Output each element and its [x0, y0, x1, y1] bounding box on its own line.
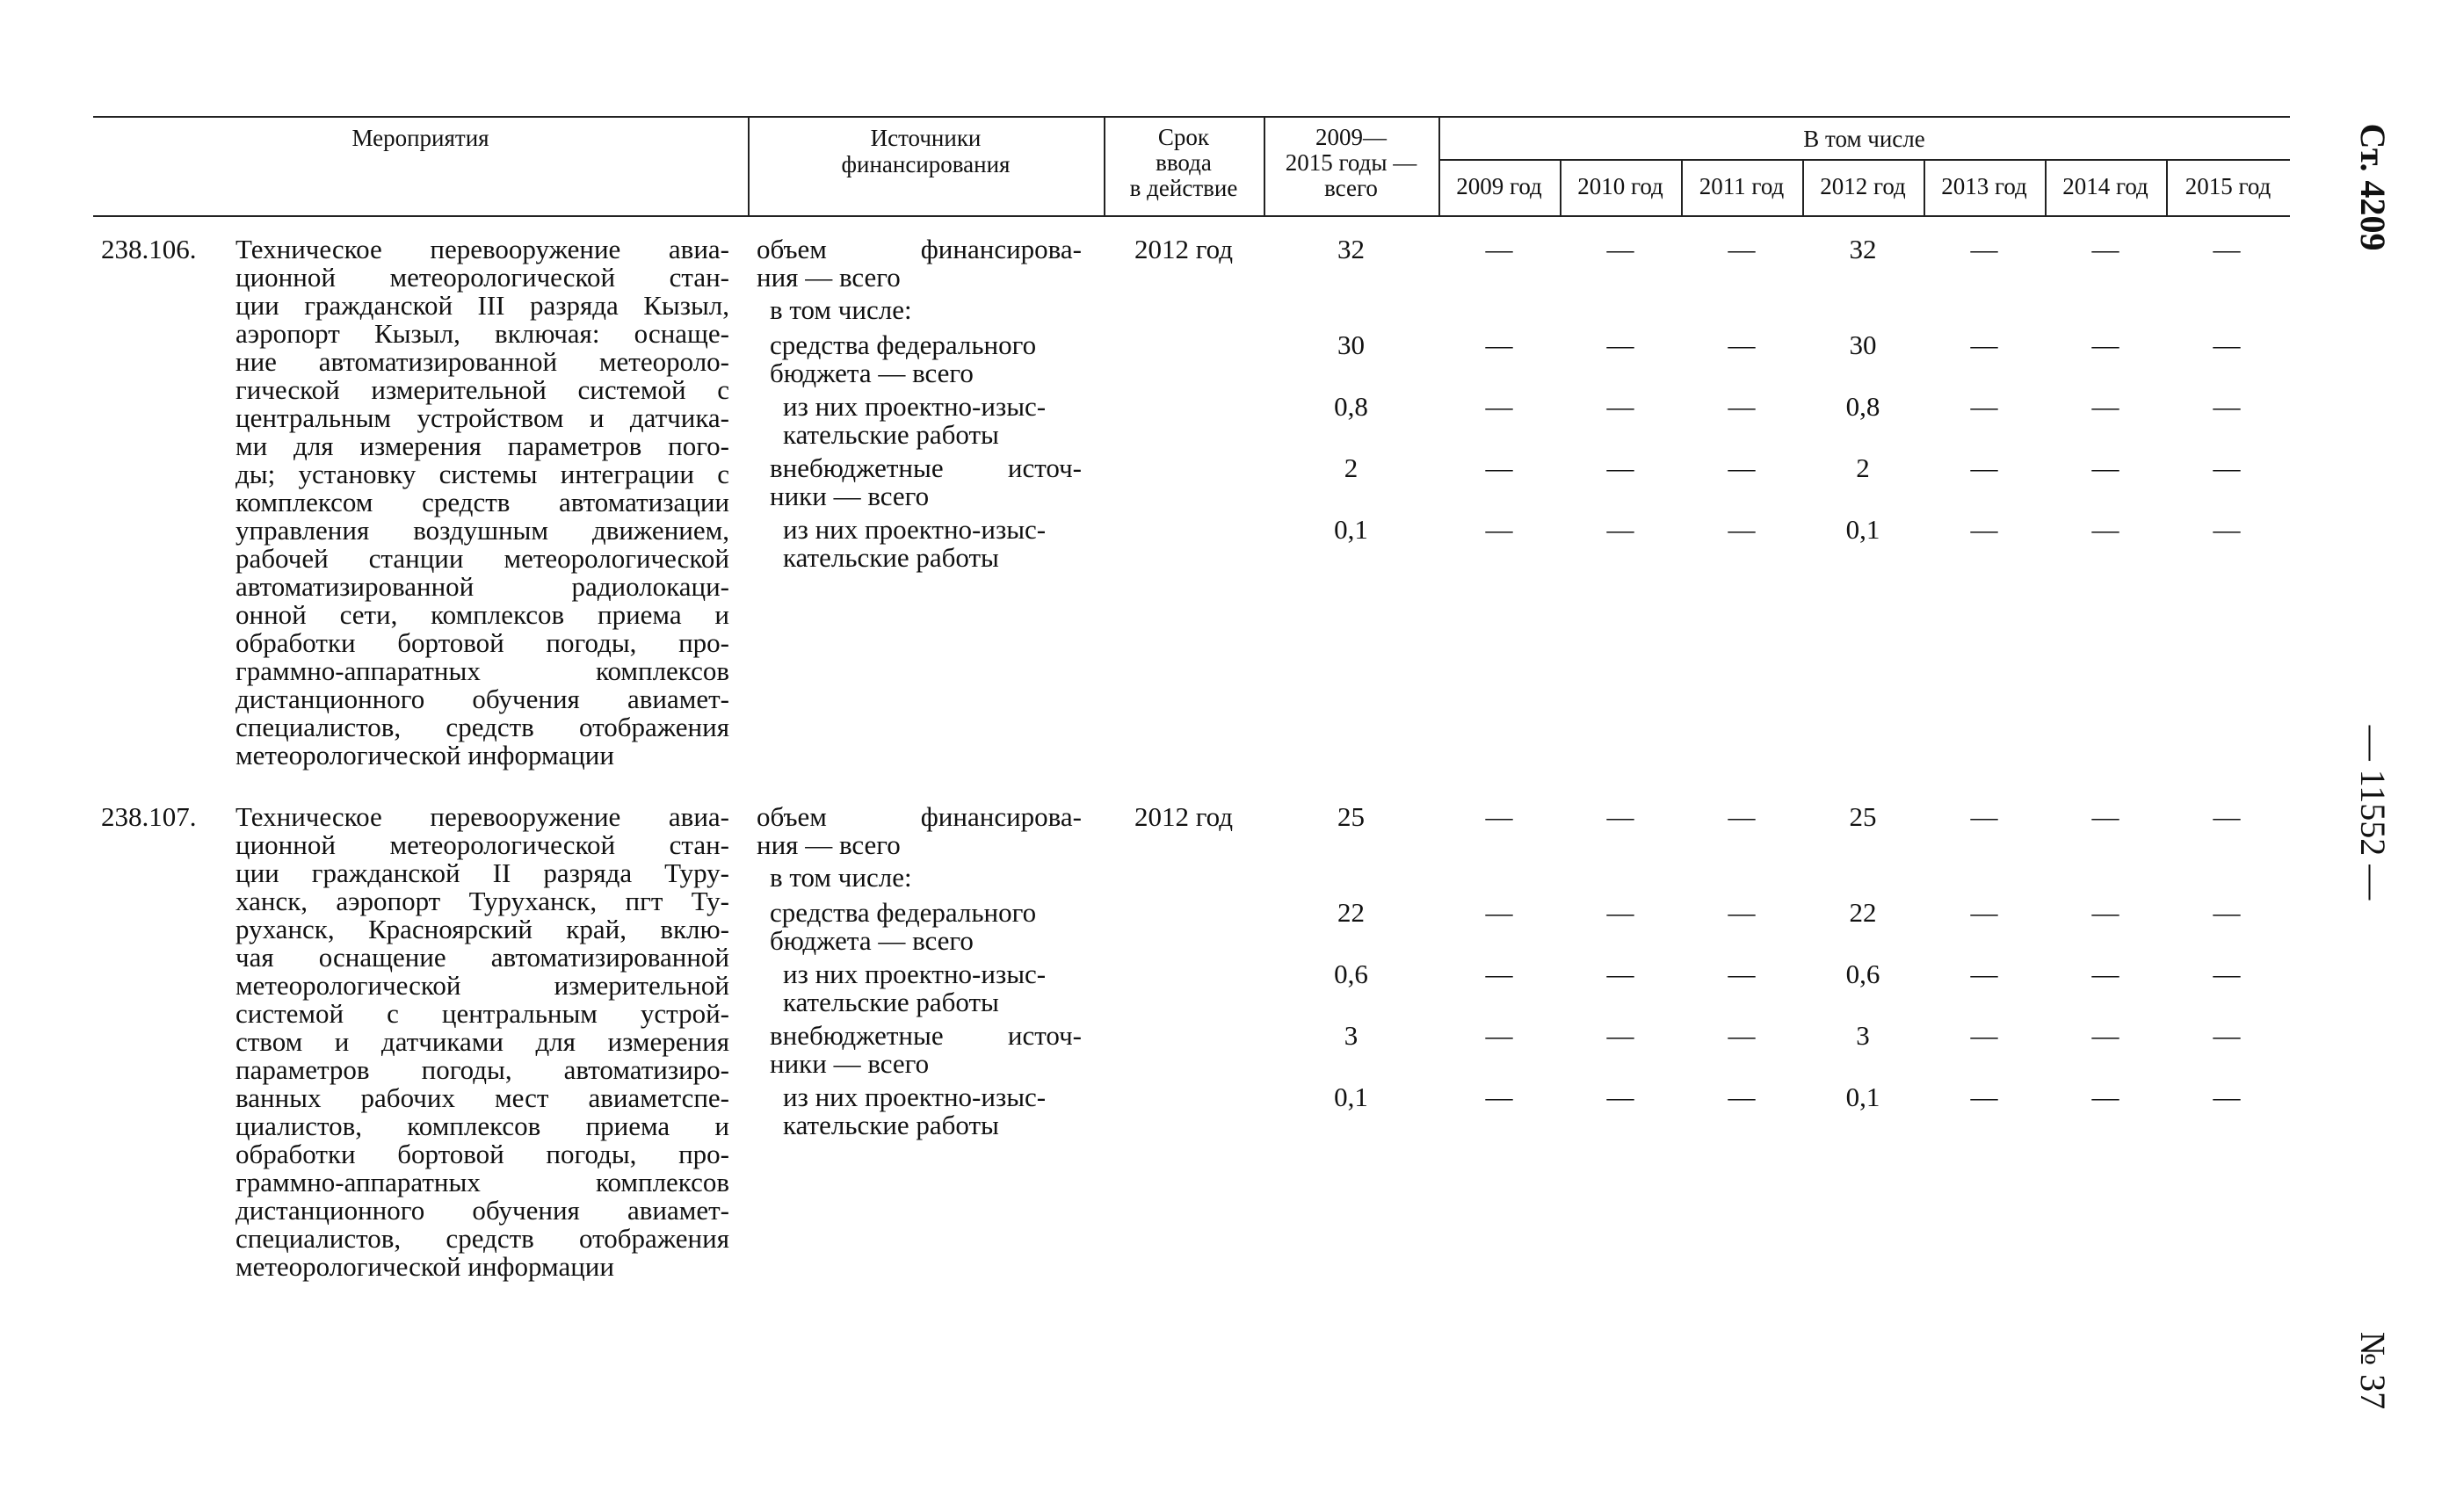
header-term — [1104, 125, 1264, 201]
total-cell: 0,8 — [1334, 391, 1368, 422]
header-total — [1264, 125, 1438, 201]
description-line: специалистов, средств отображения — [235, 1223, 729, 1254]
year-cell: — — [2091, 1020, 2119, 1051]
year-cell: — — [2213, 234, 2241, 264]
header-total-line: 2015 годы — — [1285, 149, 1417, 176]
year-cell: — — [1485, 959, 1513, 989]
year-cell: — — [1728, 452, 1756, 483]
description-line: Техническое перевооружение авиа- — [235, 801, 729, 832]
year-cell: — — [1606, 1082, 1634, 1112]
year-cell: 0,8 — [1845, 391, 1880, 422]
source-line: кательские работы — [783, 1110, 999, 1140]
year-cell: — — [2091, 391, 2119, 422]
year-cell: — — [1485, 801, 1513, 832]
row-description — [235, 803, 729, 1281]
year-cell: 2 — [1856, 452, 1870, 483]
year-cell: 25 — [1849, 801, 1877, 832]
header-total-line: всего — [1324, 175, 1378, 201]
source-line: средства федерального — [770, 329, 1037, 360]
source-line: средства федерального — [770, 897, 1037, 928]
year-cell: 0,6 — [1845, 959, 1880, 989]
year-cell: — — [1728, 1082, 1756, 1112]
year-cell: — — [2091, 514, 2119, 545]
description-line: центральным устройством и датчика- — [235, 402, 729, 433]
year-cell: 3 — [1856, 1020, 1870, 1051]
header-term-line: ввода — [1156, 149, 1212, 176]
source-line: из них проектно-изыс- — [783, 959, 1047, 989]
description-line: обработки бортовой погоды, про- — [235, 627, 729, 658]
description-line: ханск, аэропорт Туруханск, пгт Ту- — [235, 886, 729, 916]
year-cell: — — [1970, 1082, 1998, 1112]
year-cell: — — [1485, 897, 1513, 928]
description-line: ние автоматизированной метеороло- — [235, 346, 729, 377]
description-line: ции гражданской II разряда Туру- — [235, 857, 729, 888]
source-line: в том числе: — [770, 862, 912, 893]
description-line: Техническое перевооружение авиа- — [235, 234, 729, 264]
issue-number: № 37 — [2353, 1331, 2393, 1410]
term-cell: 2012 год — [1134, 234, 1234, 264]
year-cell: — — [1970, 234, 1998, 264]
header-sources-line: финансирования — [841, 151, 1011, 177]
source-line: ники — всего — [770, 1048, 930, 1079]
year-cell: — — [2091, 452, 2119, 483]
year-cell: — — [1728, 801, 1756, 832]
source-line: внебюджетные источ- — [770, 452, 1082, 483]
description-line: циалистов, комплексов приема и — [235, 1110, 729, 1141]
total-cell: 3 — [1344, 1020, 1359, 1051]
header-sources — [748, 125, 1104, 177]
description-line: ством и датчиками для измерения — [235, 1026, 729, 1057]
year-cell: — — [1606, 897, 1634, 928]
year-cell: — — [1606, 801, 1634, 832]
total-cell: 0,1 — [1334, 514, 1368, 545]
description-line: обработки бортовой погоды, про- — [235, 1139, 729, 1169]
total-cell: 2 — [1344, 452, 1359, 483]
source-line: кательские работы — [783, 542, 999, 573]
header-sources-line: Источники — [870, 125, 982, 151]
year-cell: — — [1485, 514, 1513, 545]
year-cell: — — [1606, 391, 1634, 422]
source-line: кательские работы — [783, 987, 999, 1017]
year-cell: — — [1970, 452, 1998, 483]
year-cell: — — [1970, 897, 1998, 928]
header-including: В том числе — [1803, 126, 1925, 152]
year-cell: — — [1970, 801, 1998, 832]
years-sub-rule — [1438, 159, 2290, 161]
source-line: кательские работы — [783, 419, 999, 450]
description-line: метеорологической измерительной — [235, 970, 729, 1001]
source-line: в том числе: — [770, 294, 912, 325]
description-line: автоматизированной радиолокаци- — [235, 571, 729, 602]
year-header-2014: 2014 год — [2062, 173, 2148, 199]
source-line: ники — всего — [770, 481, 930, 511]
year-header-2015: 2015 год — [2185, 173, 2271, 199]
year-cell: — — [1970, 514, 1998, 545]
article-number: Ст. 4209 — [2353, 123, 2393, 251]
year-cell: 32 — [1849, 234, 1877, 264]
year-cell: — — [1485, 391, 1513, 422]
year-cell: — — [1970, 391, 1998, 422]
description-line: ционной метеорологической стан- — [235, 262, 729, 293]
year-cell: — — [1485, 1082, 1513, 1112]
source-line: бюджета — всего — [770, 358, 974, 388]
year-header-2013: 2013 год — [1941, 173, 2027, 199]
year-cell: — — [2213, 897, 2241, 928]
description-line: дистанционного обучения авиамет- — [235, 684, 729, 714]
description-line: метеорологической информации — [235, 1251, 614, 1282]
description-line: онной сети, комплексов приема и — [235, 599, 729, 630]
description-line: ционной метеорологической стан- — [235, 829, 729, 860]
year-cell: — — [2213, 514, 2241, 545]
year-cell: — — [1606, 329, 1634, 360]
year-cell: — — [1728, 329, 1756, 360]
description-line: ции гражданской III разряда Кызыл, — [235, 290, 729, 321]
year-cell: — — [2091, 801, 2119, 832]
year-cell: — — [1485, 329, 1513, 360]
description-line: чая оснащение автоматизированной — [235, 942, 729, 973]
description-line: дистанционного обучения авиамет- — [235, 1195, 729, 1226]
row-description — [235, 235, 729, 770]
description-line: комплексом средств автоматизации — [235, 487, 729, 517]
row-number: 238.107. — [101, 801, 197, 832]
header-term-line: Срок — [1157, 124, 1210, 150]
year-cell: — — [1970, 959, 1998, 989]
description-line: системой с центральным устрой- — [235, 998, 729, 1029]
year-header-2009: 2009 год — [1456, 173, 1542, 199]
year-cell: — — [2091, 897, 2119, 928]
year-cell: — — [1485, 452, 1513, 483]
total-cell: 0,6 — [1334, 959, 1368, 989]
page-number: — 11552 — — [2353, 725, 2393, 901]
term-cell: 2012 год — [1134, 801, 1234, 832]
year-cell: — — [2213, 452, 2241, 483]
source-line: ния — всего — [757, 829, 901, 860]
description-line: аэропорт Кызыл, включая: оснаще- — [235, 318, 729, 349]
year-cell: — — [1970, 329, 1998, 360]
year-cell: — — [1728, 959, 1756, 989]
source-line: из них проектно-изыс- — [783, 1082, 1047, 1112]
year-cell: — — [1728, 1020, 1756, 1051]
source-line: внебюджетные источ- — [770, 1020, 1082, 1051]
header-measures: Мероприятия — [351, 125, 489, 151]
year-cell: — — [2213, 959, 2241, 989]
total-cell: 25 — [1337, 801, 1365, 832]
header-top-rule — [93, 116, 2290, 118]
source-line: бюджета — всего — [770, 925, 974, 956]
year-cell: — — [2213, 801, 2241, 832]
header-term-line: в действие — [1129, 175, 1238, 201]
description-line: параметров погоды, автоматизиро- — [235, 1054, 729, 1085]
year-cell: — — [1606, 959, 1634, 989]
description-line: ванных рабочих мест авиаметспе- — [235, 1082, 729, 1113]
description-line: ми для измерения параметров пого- — [235, 430, 729, 461]
year-cell: — — [1728, 234, 1756, 264]
description-line: граммно-аппаратных комплексов — [235, 1167, 729, 1197]
year-cell: 0,1 — [1845, 1082, 1880, 1112]
year-cell: — — [1728, 514, 1756, 545]
description-line: граммно-аппаратных комплексов — [235, 655, 729, 686]
year-cell: — — [1606, 452, 1634, 483]
total-cell: 0,1 — [1334, 1082, 1368, 1112]
row-number: 238.106. — [101, 234, 197, 264]
description-line: управления воздушным движением, — [235, 515, 729, 546]
year-cell: 30 — [1849, 329, 1877, 360]
source-line: из них проектно-изыс- — [783, 514, 1047, 545]
source-line: ния — всего — [757, 262, 901, 293]
description-line: гической измерительной системой с — [235, 374, 729, 405]
header-total-line: 2009— — [1315, 124, 1387, 150]
description-line: рабочей станции метеорологической — [235, 543, 729, 574]
year-cell: — — [1485, 234, 1513, 264]
year-cell: — — [2213, 1082, 2241, 1112]
header-bottom-rule — [93, 215, 2290, 217]
year-cell: — — [1606, 514, 1634, 545]
year-cell: — — [1728, 391, 1756, 422]
year-cell: — — [2091, 234, 2119, 264]
year-cell: — — [1970, 1020, 1998, 1051]
year-cell: — — [1728, 897, 1756, 928]
year-header-2010: 2010 год — [1577, 173, 1663, 199]
source-line: объем финансирова- — [757, 801, 1082, 832]
year-cell: 22 — [1849, 897, 1877, 928]
year-cell: — — [1606, 1020, 1634, 1051]
year-cell: — — [2213, 329, 2241, 360]
source-line: объем финансирова- — [757, 234, 1082, 264]
year-cell: — — [2091, 959, 2119, 989]
year-cell: 0,1 — [1845, 514, 1880, 545]
year-cell: — — [1606, 234, 1634, 264]
year-cell: — — [2213, 391, 2241, 422]
description-line: руханск, Красноярский край, вклю- — [235, 914, 729, 944]
year-header-2011: 2011 год — [1699, 173, 1785, 199]
year-cell: — — [2213, 1020, 2241, 1051]
year-header-2012: 2012 год — [1820, 173, 1906, 199]
total-cell: 30 — [1337, 329, 1365, 360]
description-line: специалистов, средств отображения — [235, 712, 729, 742]
year-cell: — — [2091, 1082, 2119, 1112]
source-line: из них проектно-изыс- — [783, 391, 1047, 422]
description-line: ды; установку системы интеграции с — [235, 459, 729, 489]
description-line: метеорологической информации — [235, 740, 614, 770]
year-cell: — — [1485, 1020, 1513, 1051]
total-cell: 22 — [1337, 897, 1365, 928]
year-cell: — — [2091, 329, 2119, 360]
total-cell: 32 — [1337, 234, 1365, 264]
